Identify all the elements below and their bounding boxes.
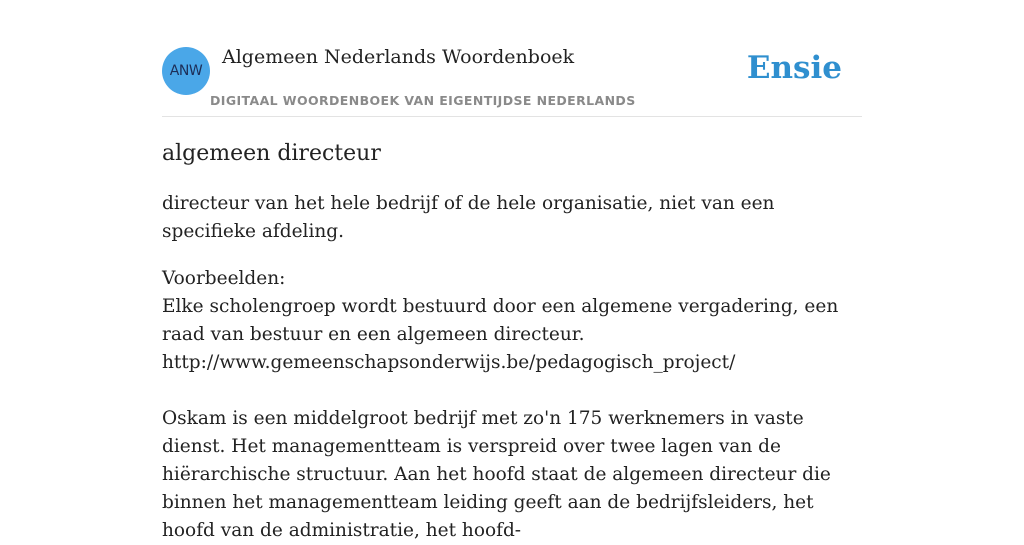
ensie-logo[interactable]: Ensie — [746, 50, 842, 86]
example-source-link[interactable]: http://www.gemeenschapsonderwijs.be/pedagogisch_project/ — [162, 352, 736, 373]
example-spacer — [162, 377, 862, 405]
site-header — [162, 40, 862, 117]
examples-section — [162, 265, 862, 545]
entry-title: algemeen directeur — [162, 141, 381, 166]
examples-label: Voorbeelden: — [162, 268, 286, 289]
entry-definition: directeur van het hele bedrijf of de hele organisatie, niet van een specifieke afdeling. — [162, 193, 775, 242]
anw-logo[interactable]: ANW — [162, 47, 210, 95]
entry-content — [162, 136, 862, 545]
example-sentence: Oskam is een middelgroot bedrijf met zo'n 175 werknemers in vaste dienst. Het managementteam is verspreid over twee lagen van de hiërarchische structuur. Aan het hoofd staat de algemeen directeur die binnen het managementteam leiding geeft aan de bedrijfsleiders, het hoofd van de administratie, het hoofd- — [162, 408, 831, 541]
site-subtitle: DIGITAAL WOORDENBOEK VAN EIGENTIJDSE NEDERLANDS — [210, 93, 636, 108]
site-title[interactable]: Algemeen Nederlands Woordenboek — [222, 46, 575, 68]
example-sentence: Elke scholengroep wordt bestuurd door een algemene vergadering, een raad van bestuur en een algemeen directeur. — [162, 296, 839, 345]
